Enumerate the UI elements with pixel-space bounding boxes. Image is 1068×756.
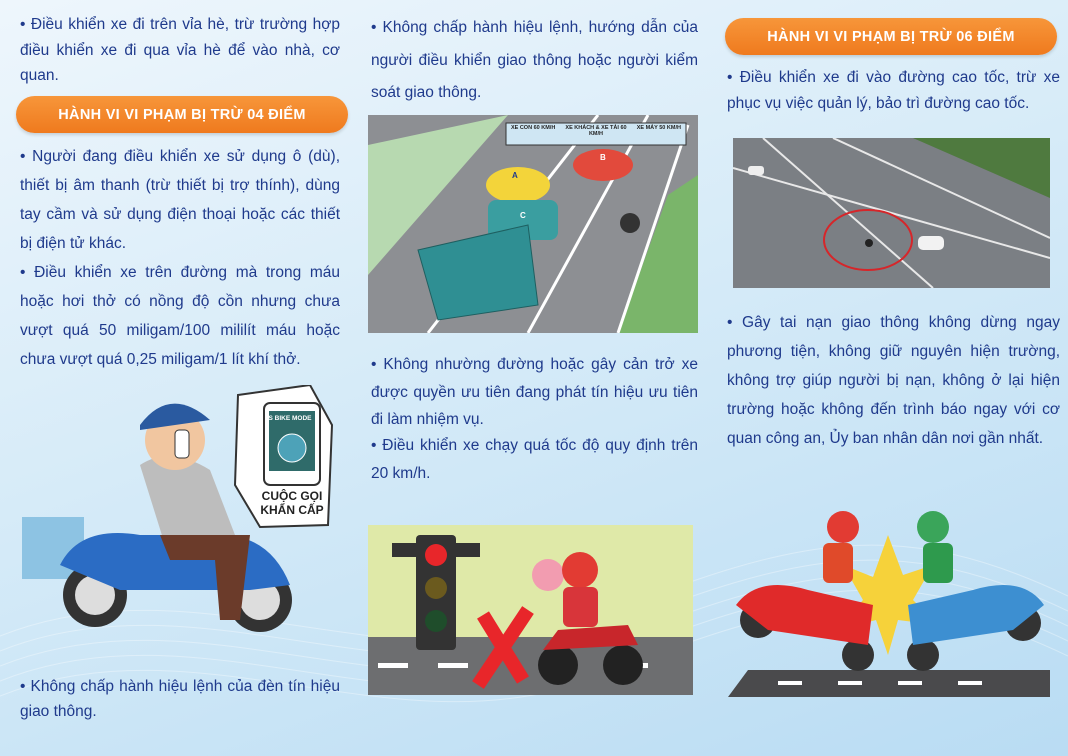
right-item-accident: • Gây tai nạn giao thông không dừng ngay phương tiện, không giữ nguyên hiện trường, không trợ giúp người bị nạn, không ở lại hiện trường hoặc không đến trình báo ngay với cơ quan công an, Ủy ban nhân dân nơi gần nhất. — [727, 314, 1060, 447]
sign-car — [508, 125, 558, 137]
phone-screen-label: S BIKE MODE — [268, 415, 312, 422]
sign-unit: KM/H — [588, 131, 604, 137]
heading-04-points: HÀNH VI VI PHẠM BỊ TRỪ 04 ĐIỂM — [16, 96, 348, 133]
sign-speed: 60 — [620, 125, 627, 131]
collision-illustration — [728, 505, 1050, 697]
left-item-alcohol: • Điều khiển xe trên đường mà trong máu hoặc hơi thở có nồng độ cồn nhưng chưa vượt quá 50 miligam/100 mililít máu hoặc chưa vượt quá 0,25 miligam/1 lít khí thở. — [20, 264, 340, 368]
highway-lanes-illustration — [368, 115, 698, 333]
left-intro-text: • Điều khiển xe đi trên vỉa hè, trừ trường hợp điều khiển xe đi qua vỉa hè để vào nhà, cơ quan. — [20, 16, 340, 84]
car-label-b: B — [600, 153, 606, 162]
phone-rider-illustration — [20, 385, 340, 645]
sign-motorbike — [634, 125, 684, 137]
sign-label: XE CON — [510, 125, 533, 131]
emergency-call-caption: CUỘC GỌI KHẨN CẤP — [260, 489, 324, 517]
sign-label: XE MÁY — [636, 125, 658, 131]
expressway-photo — [733, 138, 1050, 288]
middle-item-priority: • Không nhường đường hoặc gây cản trở xe được quyền ưu tiên đang phát tín hiệu ưu tiên đi làm nhiệm vụ. — [371, 356, 698, 428]
sign-speed: 60 — [533, 125, 540, 131]
middle-item-speeding: • Điều khiển xe chạy quá tốc độ quy định trên 20 km/h. — [371, 437, 698, 482]
sign-speed: 50 — [659, 125, 666, 131]
left-item-phone: • Người đang điều khiển xe sử dụng ô (dù), thiết bị âm thanh (trừ thiết bị trợ thính), dùng tay cầm và sử dụng điện thoại hoặc các thiết bị điện tử khác. — [20, 148, 340, 252]
car-label-a: A — [512, 171, 518, 180]
sign-unit: KM/H — [666, 125, 681, 131]
sign-bus-truck — [558, 125, 633, 137]
sign-label: XE KHÁCH & XE TẢI — [565, 125, 619, 131]
red-light-violation-illustration — [368, 525, 693, 695]
left-item-traffic-light: • Không chấp hành hiệu lệnh của đèn tín hiệu giao thông. — [20, 678, 340, 720]
middle-item-directions: • Không chấp hành hiệu lệnh, hướng dẫn của người điều khiển giao thông hoặc người kiểm soát giao thông. — [371, 19, 698, 101]
sign-unit: KM/H — [541, 125, 556, 131]
heading-06-points: HÀNH VI VI PHẠM BỊ TRỪ 06 ĐIỂM — [725, 18, 1057, 55]
car-label-c: C — [520, 211, 526, 220]
right-item-expressway: • Điều khiển xe đi vào đường cao tốc, trừ xe phục vụ việc quản lý, bảo trì đường cao tốc. — [727, 69, 1060, 112]
